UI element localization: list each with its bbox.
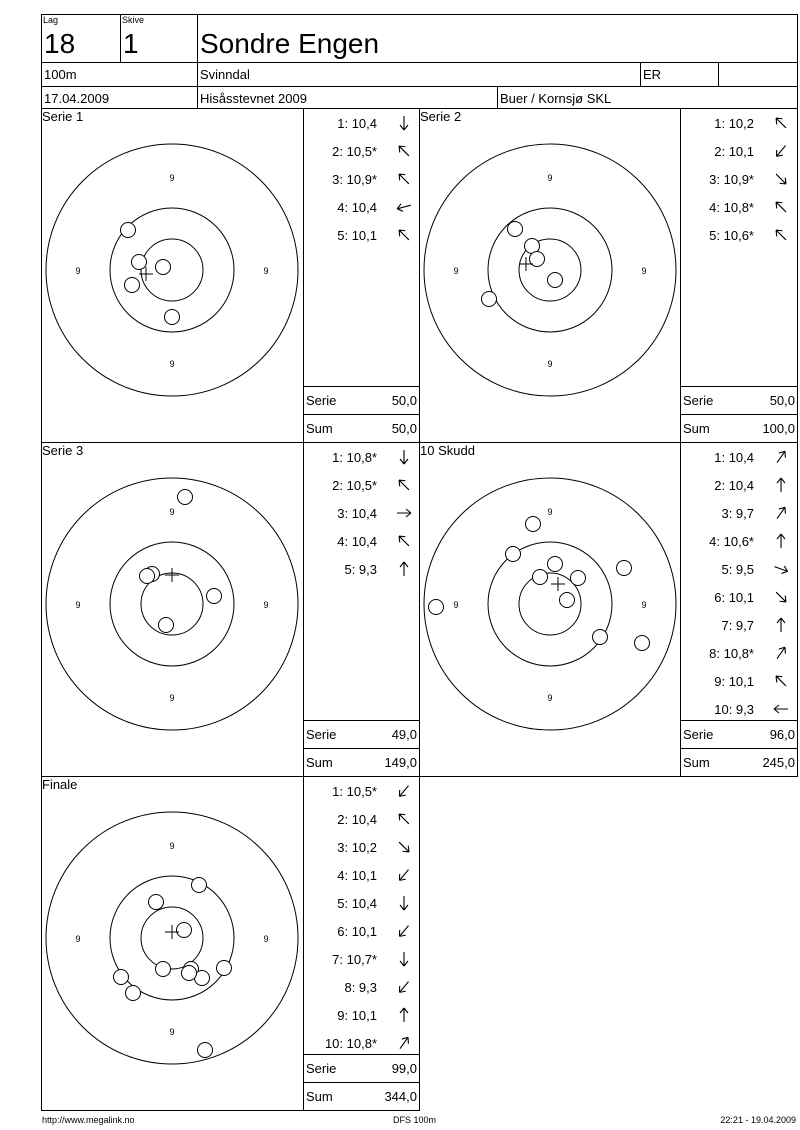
ring-number-label: 9: [169, 359, 175, 369]
shot-score: 2: 10,4: [337, 812, 377, 827]
shot-hole: [548, 273, 563, 288]
target-ring: [488, 208, 612, 332]
shot-hole: [506, 547, 521, 562]
serie-value: 50,0: [391, 393, 417, 408]
serie-value: 50,0: [769, 393, 795, 408]
shot-score: 2: 10,5*: [332, 144, 377, 159]
ring-number-label: 9: [169, 1027, 175, 1037]
sum-label: Sum: [683, 755, 710, 770]
shot-direction-arrow-icon: [394, 197, 414, 217]
ring-number-label: 9: [75, 934, 81, 944]
ring-number-label: 9: [75, 266, 81, 276]
shot-direction-arrow-icon: [771, 559, 791, 579]
shot-hole: [140, 569, 155, 584]
ring-number-label: 9: [641, 266, 647, 276]
serie-value: 96,0: [769, 727, 795, 742]
shot-score: 3: 10,4: [337, 506, 377, 521]
shot-hole: [571, 571, 586, 586]
shooter-name: Sondre Engen: [200, 28, 380, 59]
shot-hole: [560, 593, 575, 608]
shot-direction-arrow-icon: [394, 1005, 414, 1025]
sum-value: 245,0: [762, 755, 795, 770]
shot-direction-arrow-icon: [394, 949, 414, 969]
shot-direction-arrow-icon: [394, 837, 414, 857]
shot-direction-arrow-icon: [394, 503, 414, 523]
range-name: Buer / Kornsjø SKL: [500, 91, 612, 106]
shot-score: 6: 10,1: [714, 590, 754, 605]
shot-list-item: [287, 478, 377, 494]
footer-timestamp: 22:21 - 19.04.2009: [720, 1115, 796, 1125]
shot-score: 1: 10,2: [714, 116, 754, 131]
shot-list-item: [287, 562, 377, 578]
shot-direction-arrow-icon: [771, 643, 791, 663]
shot-direction-arrow-icon: [394, 475, 414, 495]
sum-value: 50,0: [391, 421, 417, 436]
shot-direction-arrow-icon: [394, 893, 414, 913]
target-ring: [110, 542, 234, 666]
shot-score: 10: 9,3: [714, 702, 754, 717]
shot-list-item: [287, 228, 377, 244]
shot-score: 4: 10,6*: [709, 534, 754, 549]
target-diagram: [42, 474, 302, 734]
shot-hole: [207, 589, 222, 604]
shot-hole: [177, 923, 192, 938]
serie-value: 99,0: [391, 1061, 417, 1076]
shot-direction-arrow-icon: [771, 169, 791, 189]
shot-direction-arrow-icon: [394, 921, 414, 941]
event-name: Hisåsstevnet 2009: [200, 91, 307, 106]
shot-list-item: [287, 1008, 377, 1024]
shot-score: 9: 10,1: [714, 674, 754, 689]
lag-value: 18: [44, 28, 76, 59]
shot-score: 4: 10,4: [337, 200, 377, 215]
ring-number-label: 9: [453, 600, 459, 610]
shot-direction-arrow-icon: [771, 503, 791, 523]
panel-title: Serie 3: [42, 443, 84, 458]
shot-score: 8: 10,8*: [709, 646, 754, 661]
shot-direction-arrow-icon: [394, 559, 414, 579]
shot-list-item: [287, 200, 377, 216]
shot-direction-arrow-icon: [394, 781, 414, 801]
shot-hole: [217, 961, 232, 976]
panel-title: Serie 2: [420, 109, 462, 124]
sum-value: 149,0: [384, 755, 417, 770]
sum-value: 344,0: [384, 1089, 417, 1104]
shot-score: 2: 10,5*: [332, 478, 377, 493]
shot-list-item: [664, 702, 754, 718]
shot-score: 2: 10,1: [714, 144, 754, 159]
ring-number-label: 9: [263, 266, 269, 276]
serie-label: Serie: [306, 1061, 337, 1076]
shot-score: 5: 9,5: [721, 562, 754, 577]
ring-number-label: 9: [75, 600, 81, 610]
distance: 100m: [44, 67, 77, 82]
shot-hole: [429, 600, 444, 615]
shot-list-item: [664, 144, 754, 160]
shot-hole: [198, 1043, 213, 1058]
shot-list-item: [287, 840, 377, 856]
shot-list-item: [664, 450, 754, 466]
shot-list-item: [287, 116, 377, 132]
ring-number-label: 9: [547, 359, 553, 369]
shot-direction-arrow-icon: [771, 447, 791, 467]
skive-value: 1: [123, 28, 139, 59]
shot-direction-arrow-icon: [394, 977, 414, 997]
shot-score: 3: 9,7: [721, 506, 754, 521]
shot-hole: [165, 310, 180, 325]
ring-number-label: 9: [547, 507, 553, 517]
shot-direction-arrow-icon: [771, 225, 791, 245]
shot-list-item: [287, 1036, 377, 1052]
panel-title: Finale: [42, 777, 78, 792]
shot-list-item: [287, 896, 377, 912]
shot-score: 9: 10,1: [337, 1008, 377, 1023]
shot-list-item: [287, 144, 377, 160]
shot-list-item: [287, 450, 377, 466]
shot-hole: [159, 618, 174, 633]
shot-score: 5: 10,4: [337, 896, 377, 911]
shot-direction-arrow-icon: [771, 197, 791, 217]
group-center-cross: [551, 577, 565, 591]
panel-title: Serie 1: [42, 109, 84, 124]
shot-list-item: [664, 646, 754, 662]
club: Svinndal: [200, 67, 250, 82]
shot-hole: [156, 962, 171, 977]
target-diagram: [42, 140, 302, 400]
serie-label: Serie: [683, 393, 714, 408]
shot-hole: [526, 517, 541, 532]
shot-direction-arrow-icon: [394, 809, 414, 829]
shot-list-item: [287, 868, 377, 884]
shot-direction-arrow-icon: [771, 587, 791, 607]
footer-center: DFS 100m: [393, 1115, 437, 1125]
shot-hole: [156, 260, 171, 275]
ring-number-label: 9: [641, 600, 647, 610]
footer-url[interactable]: http://www.megalink.no: [42, 1115, 135, 1125]
shot-direction-arrow-icon: [394, 865, 414, 885]
shot-direction-arrow-icon: [771, 141, 791, 161]
ring-number-label: 9: [547, 693, 553, 703]
serie-label: Serie: [306, 393, 337, 408]
lag-label: Lag: [43, 15, 59, 25]
ring-number-label: 9: [453, 266, 459, 276]
shot-score: 1: 10,5*: [332, 784, 377, 799]
shot-score: 8: 9,3: [344, 980, 377, 995]
shot-hole: [533, 570, 548, 585]
shot-list-item: [287, 952, 377, 968]
shot-list-item: [664, 562, 754, 578]
shot-score: 1: 10,4: [714, 450, 754, 465]
shot-score: 4: 10,1: [337, 868, 377, 883]
shot-hole: [126, 986, 141, 1001]
class: ER: [643, 67, 662, 82]
target-diagram: [420, 474, 680, 734]
shot-score: 1: 10,8*: [332, 450, 377, 465]
shot-hole: [192, 878, 207, 893]
shot-score: 5: 10,6*: [709, 228, 754, 243]
shot-direction-arrow-icon: [771, 113, 791, 133]
group-center-cross: [165, 568, 179, 582]
shot-hole: [114, 970, 129, 985]
panel-title: 10 Skudd: [420, 443, 475, 458]
shot-list-item: [664, 674, 754, 690]
shot-direction-arrow-icon: [394, 225, 414, 245]
sum-label: Sum: [306, 755, 333, 770]
ring-number-label: 9: [169, 841, 175, 851]
shot-list-item: [664, 506, 754, 522]
shot-hole: [508, 222, 523, 237]
shot-list-item: [287, 980, 377, 996]
shot-direction-arrow-icon: [394, 169, 414, 189]
serie-label: Serie: [683, 727, 714, 742]
shot-score: 4: 10,8*: [709, 200, 754, 215]
shot-direction-arrow-icon: [394, 447, 414, 467]
shot-hole: [182, 966, 197, 981]
shot-list-item: [664, 200, 754, 216]
shot-direction-arrow-icon: [394, 531, 414, 551]
shot-hole: [149, 895, 164, 910]
shot-direction-arrow-icon: [394, 113, 414, 133]
shot-score: 3: 10,9*: [709, 172, 754, 187]
date: 17.04.2009: [44, 91, 110, 106]
shot-score: 6: 10,1: [337, 924, 377, 939]
shot-hole: [178, 490, 193, 505]
shot-hole: [593, 630, 608, 645]
shot-hole: [482, 292, 497, 307]
shot-direction-arrow-icon: [394, 141, 414, 161]
shot-direction-arrow-icon: [771, 699, 791, 719]
sum-label: Sum: [683, 421, 710, 436]
shot-hole: [617, 561, 632, 576]
shot-list-item: [664, 478, 754, 494]
shot-hole: [548, 557, 563, 572]
shot-score: 5: 9,3: [344, 562, 377, 577]
shot-direction-arrow-icon: [771, 475, 791, 495]
shot-direction-arrow-icon: [771, 615, 791, 635]
shot-list-item: [287, 172, 377, 188]
shot-direction-arrow-icon: [394, 1033, 414, 1053]
shot-list-item: [287, 506, 377, 522]
target-inner-ring: [141, 239, 203, 301]
shot-score: 2: 10,4: [714, 478, 754, 493]
shot-hole: [132, 255, 147, 270]
shot-score: 10: 10,8*: [324, 1036, 377, 1051]
skive-label: Skive: [122, 15, 145, 25]
serie-value: 49,0: [391, 727, 417, 742]
shot-list-item: [664, 590, 754, 606]
ring-number-label: 9: [263, 600, 269, 610]
shot-hole: [121, 223, 136, 238]
target-diagram: [420, 140, 680, 400]
shot-list-item: [664, 228, 754, 244]
shot-hole: [125, 278, 140, 293]
shot-list-item: [664, 172, 754, 188]
shot-hole: [635, 636, 650, 651]
shot-list-item: [287, 784, 377, 800]
sum-label: Sum: [306, 421, 333, 436]
ring-number-label: 9: [169, 173, 175, 183]
shot-list-item: [287, 812, 377, 828]
serie-label: Serie: [306, 727, 337, 742]
shot-score: 1: 10,4: [337, 116, 377, 131]
shot-list-item: [287, 534, 377, 550]
shot-direction-arrow-icon: [771, 531, 791, 551]
shot-score: 4: 10,4: [337, 534, 377, 549]
ring-number-label: 9: [169, 693, 175, 703]
shot-score: 7: 10,7*: [332, 952, 377, 967]
shot-score: 7: 9,7: [721, 618, 754, 633]
target-diagram: [42, 808, 302, 1068]
shot-score: 5: 10,1: [337, 228, 377, 243]
shot-list-item: [664, 618, 754, 634]
sum-label: Sum: [306, 1089, 333, 1104]
ring-number-label: 9: [547, 173, 553, 183]
shot-list-item: [664, 534, 754, 550]
shot-list-item: [664, 116, 754, 132]
shot-score: 3: 10,9*: [332, 172, 377, 187]
ring-number-label: 9: [169, 507, 175, 517]
ring-number-label: 9: [263, 934, 269, 944]
shot-list-item: [287, 924, 377, 940]
shot-score: 3: 10,2: [337, 840, 377, 855]
shot-direction-arrow-icon: [771, 671, 791, 691]
sum-value: 100,0: [762, 421, 795, 436]
